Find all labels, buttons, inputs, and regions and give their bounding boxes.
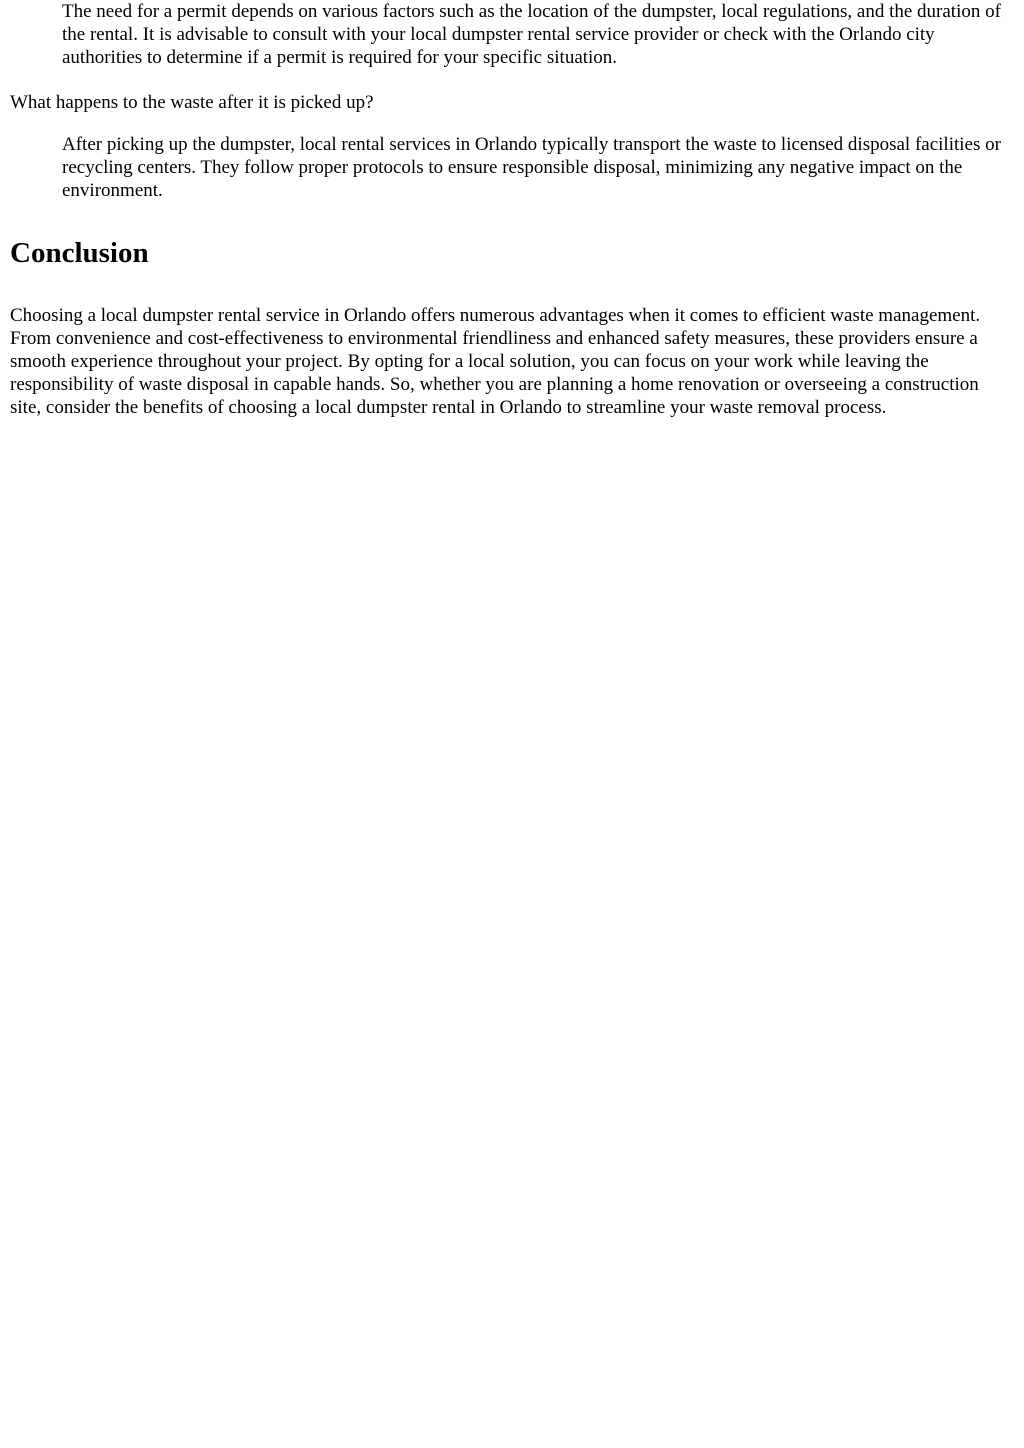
faq-answer-permit: The need for a permit depends on various factors such as the location of the dumpster, local regulations, and the duration of the rental. It is advisable to consult with your local dumpster rental service provider or check with the Orlando city authorities to determine if a permit is required for your specific situation. <box>62 1 1001 68</box>
conclusion-heading: Conclusion <box>10 237 149 269</box>
faq-list <box>10 0 1010 202</box>
faq-question-waste: What happens to the waste after it is picked up? <box>10 92 374 113</box>
document-page <box>10 0 1010 419</box>
faq-answer-waste: After picking up the dumpster, local rental services in Orlando typically transport the waste to licensed disposal facilities or recycling centers. They follow proper protocols to ensure responsible disposal, minimizing any negative impact on the environment. <box>62 134 1001 201</box>
conclusion-paragraph: Choosing a local dumpster rental service in Orlando offers numerous advantages when it comes to efficient waste management. From convenience and cost-effectiveness to environmental friendliness and enhanced safety measures, these providers ensure a smooth experience throughout your project. By opting for a local solution, you can focus on your work while leaving the responsibility of waste disposal in capable hands. So, whether you are planning a home renovation or overseeing a construction site, consider the benefits of choosing a local dumpster rental in Orlando to streamline your waste removal process. <box>10 305 981 418</box>
